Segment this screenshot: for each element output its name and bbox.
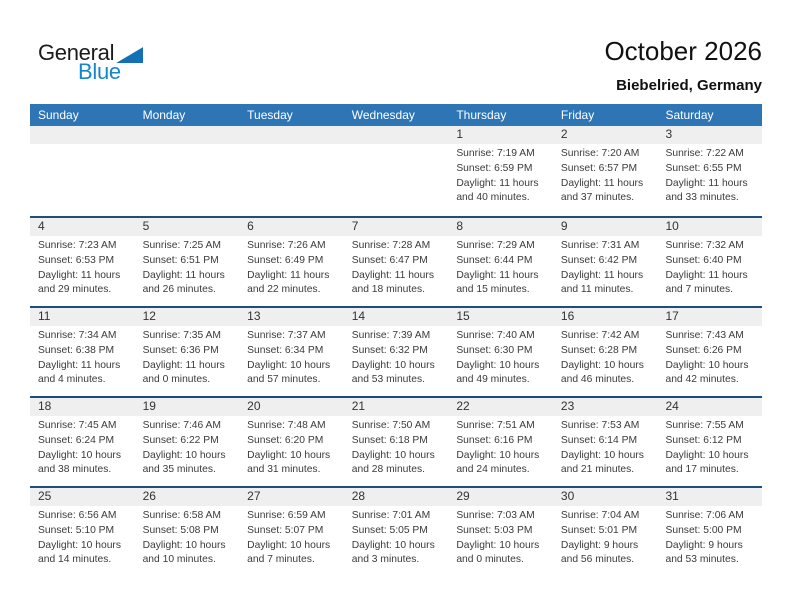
daylight-text-line1: Daylight: 10 hours [351, 449, 435, 461]
sunset-text: Sunset: 6:42 PM [560, 254, 638, 266]
day-details [135, 144, 240, 147]
day-number [344, 126, 449, 144]
day-details [657, 326, 762, 388]
sunrise-text: Sunrise: 7:43 AM [665, 330, 744, 341]
daylight-text-line2: and 56 minutes. [560, 554, 635, 566]
day-details [553, 236, 658, 298]
day-details [344, 144, 449, 147]
sunset-text: Sunset: 6:28 PM [560, 344, 638, 356]
day-cell [553, 308, 658, 396]
day-cell [657, 126, 762, 216]
daylight-text-line1: Daylight: 10 hours [38, 449, 121, 461]
sunset-text: Sunset: 6:32 PM [351, 344, 428, 356]
sunset-text: Sunset: 6:18 PM [351, 434, 428, 446]
daylight-text-line2: and 35 minutes. [142, 464, 216, 476]
daylight-text-line2: and 21 minutes. [560, 464, 635, 476]
day-number: 13 [239, 308, 344, 326]
day-cell [553, 218, 658, 306]
sunrise-text: Sunrise: 7:31 AM [560, 240, 640, 251]
daylight-text-line1: Daylight: 11 hours [247, 269, 330, 281]
day-number: 11 [30, 308, 135, 326]
sunrise-text: Sunrise: 7:32 AM [665, 240, 744, 251]
sunset-text: Sunset: 5:01 PM [560, 524, 638, 536]
day-cell [448, 308, 553, 396]
day-number: 3 [657, 126, 762, 144]
day-details [344, 326, 449, 388]
sunset-text: Sunset: 6:34 PM [247, 344, 324, 356]
day-cell [30, 308, 135, 396]
day-cell [135, 308, 240, 396]
weekday-monday: Monday [142, 108, 186, 122]
daylight-text-line1: Daylight: 10 hours [247, 449, 331, 461]
day-details [344, 416, 449, 478]
day-number: 30 [553, 488, 658, 506]
daylight-text-line2: and 53 minutes. [351, 374, 426, 386]
day-details [135, 416, 240, 478]
sunrise-text: Sunrise: 7:28 AM [351, 240, 431, 251]
daylight-text-line2: and 40 minutes. [456, 192, 530, 204]
sunrise-text: Sunrise: 7:25 AM [142, 240, 221, 251]
day-cell [448, 488, 553, 576]
week-row [30, 486, 762, 576]
sunset-text: Sunset: 6:26 PM [665, 344, 742, 356]
sunset-text: Sunset: 6:53 PM [38, 254, 115, 266]
logo-text-general: General [38, 40, 115, 65]
weekday-tuesday: Tuesday [247, 108, 293, 122]
sunset-text: Sunset: 6:36 PM [142, 344, 219, 356]
day-cell [344, 398, 449, 486]
day-details [30, 144, 135, 147]
week-row [30, 306, 762, 396]
page-title: October 2026 [604, 36, 762, 66]
daylight-text-line1: Daylight: 10 hours [38, 539, 121, 551]
sunset-text: Sunset: 5:07 PM [247, 524, 324, 536]
sunset-text: Sunset: 6:24 PM [38, 434, 115, 446]
daylight-text-line2: and 49 minutes. [456, 374, 530, 386]
day-details [30, 236, 135, 298]
day-number: 7 [344, 218, 449, 236]
sunset-text: Sunset: 6:59 PM [456, 162, 533, 174]
sunrise-text: Sunrise: 7:01 AM [351, 510, 431, 521]
day-cell [448, 218, 553, 306]
week-row [30, 126, 762, 216]
daylight-text-line2: and 0 minutes. [142, 374, 211, 386]
day-number [239, 126, 344, 144]
day-details [448, 144, 553, 206]
sunrise-text: Sunrise: 7:46 AM [142, 420, 221, 431]
day-number [30, 126, 135, 144]
day-details [30, 326, 135, 388]
sunset-text: Sunset: 6:57 PM [560, 162, 638, 174]
daylight-text-line1: Daylight: 11 hours [665, 269, 748, 281]
day-number: 27 [239, 488, 344, 506]
calendar-weeks [30, 126, 762, 576]
day-details [239, 236, 344, 298]
daylight-text-line2: and 26 minutes. [142, 284, 216, 296]
sunrise-text: Sunrise: 7:34 AM [38, 330, 117, 341]
daylight-text-line1: Daylight: 11 hours [38, 269, 121, 281]
week-row [30, 216, 762, 306]
daylight-text-line1: Daylight: 10 hours [247, 359, 331, 371]
sunset-text: Sunset: 6:55 PM [665, 162, 742, 174]
daylight-text-line1: Daylight: 10 hours [247, 539, 331, 551]
day-cell [239, 398, 344, 486]
day-details [657, 416, 762, 478]
sunrise-text: Sunrise: 7:48 AM [247, 420, 326, 431]
week-row [30, 396, 762, 486]
daylight-text-line2: and 38 minutes. [38, 464, 112, 476]
sunrise-text: Sunrise: 7:53 AM [560, 420, 640, 431]
daylight-text-line1: Daylight: 11 hours [560, 269, 644, 281]
daylight-text-line2: and 14 minutes. [38, 554, 112, 566]
logo-triangle-icon [116, 47, 143, 63]
daylight-text-line2: and 15 minutes. [456, 284, 530, 296]
daylight-text-line2: and 7 minutes. [665, 284, 734, 296]
sunset-text: Sunset: 6:12 PM [665, 434, 742, 446]
day-details [135, 506, 240, 568]
day-details [553, 506, 658, 568]
day-number: 14 [344, 308, 449, 326]
logo-text-blue: Blue [78, 59, 121, 84]
day-number: 28 [344, 488, 449, 506]
day-details [239, 506, 344, 568]
sunrise-text: Sunrise: 7:23 AM [38, 240, 117, 251]
day-number: 31 [657, 488, 762, 506]
weekday-sunday: Sunday [38, 108, 79, 122]
day-details [239, 144, 344, 147]
daylight-text-line2: and 7 minutes. [247, 554, 315, 566]
daylight-text-line2: and 17 minutes. [665, 464, 739, 476]
sunset-text: Sunset: 6:38 PM [38, 344, 115, 356]
day-details [30, 506, 135, 568]
sunset-text: Sunset: 5:00 PM [665, 524, 742, 536]
day-number: 29 [448, 488, 553, 506]
daylight-text-line1: Daylight: 11 hours [560, 177, 644, 189]
day-cell [30, 398, 135, 486]
day-cell [30, 218, 135, 306]
sunrise-text: Sunrise: 7:42 AM [560, 330, 640, 341]
general-blue-logo [38, 40, 143, 85]
daylight-text-line2: and 10 minutes. [142, 554, 216, 566]
day-details [30, 416, 135, 478]
daylight-text-line1: Daylight: 10 hours [560, 449, 644, 461]
day-details [239, 416, 344, 478]
sunrise-text: Sunrise: 6:58 AM [142, 510, 221, 521]
sunset-text: Sunset: 6:30 PM [456, 344, 533, 356]
sunset-text: Sunset: 6:51 PM [142, 254, 219, 266]
daylight-text-line2: and 11 minutes. [560, 284, 634, 296]
sunrise-text: Sunrise: 7:04 AM [560, 510, 640, 521]
sunrise-text: Sunrise: 6:56 AM [38, 510, 117, 521]
day-number: 25 [30, 488, 135, 506]
sunset-text: Sunset: 6:16 PM [456, 434, 533, 446]
sunset-text: Sunset: 5:10 PM [38, 524, 115, 536]
day-details [553, 326, 658, 388]
day-cell [448, 398, 553, 486]
daylight-text-line1: Daylight: 10 hours [665, 359, 749, 371]
day-details [344, 236, 449, 298]
daylight-text-line2: and 57 minutes. [247, 374, 321, 386]
day-number: 10 [657, 218, 762, 236]
day-cell [30, 488, 135, 576]
daylight-text-line1: Daylight: 11 hours [456, 177, 539, 189]
sunset-text: Sunset: 5:08 PM [142, 524, 219, 536]
sunset-text: Sunset: 6:49 PM [247, 254, 324, 266]
day-cell [239, 218, 344, 306]
daylight-text-line1: Daylight: 10 hours [456, 449, 540, 461]
empty-day-cell [239, 126, 344, 216]
sunrise-text: Sunrise: 7:03 AM [456, 510, 535, 521]
sunset-text: Sunset: 6:47 PM [351, 254, 428, 266]
daylight-text-line2: and 46 minutes. [560, 374, 635, 386]
day-cell [657, 218, 762, 306]
day-details [553, 144, 658, 206]
day-cell [135, 488, 240, 576]
sunrise-text: Sunrise: 7:26 AM [247, 240, 326, 251]
sunrise-text: Sunrise: 7:37 AM [247, 330, 326, 341]
sunrise-text: Sunrise: 7:06 AM [665, 510, 744, 521]
day-cell [239, 488, 344, 576]
sunrise-text: Sunrise: 7:20 AM [560, 148, 640, 159]
day-number: 6 [239, 218, 344, 236]
day-number: 22 [448, 398, 553, 416]
sunrise-text: Sunrise: 7:29 AM [456, 240, 535, 251]
sunrise-text: Sunrise: 7:39 AM [351, 330, 431, 341]
sunset-text: Sunset: 6:40 PM [665, 254, 742, 266]
daylight-text-line1: Daylight: 9 hours [560, 539, 639, 551]
calendar-table [30, 104, 762, 576]
daylight-text-line2: and 53 minutes. [665, 554, 739, 566]
day-cell [344, 218, 449, 306]
daylight-text-line1: Daylight: 10 hours [456, 539, 540, 551]
weekday-wednesday: Wednesday [351, 108, 415, 122]
weekday-saturday: Saturday [665, 108, 714, 122]
sunset-text: Sunset: 5:03 PM [456, 524, 533, 536]
day-number: 20 [239, 398, 344, 416]
empty-day-cell [344, 126, 449, 216]
day-details [448, 416, 553, 478]
day-number: 24 [657, 398, 762, 416]
daylight-text-line1: Daylight: 10 hours [142, 449, 226, 461]
day-number: 4 [30, 218, 135, 236]
sunset-text: Sunset: 6:22 PM [142, 434, 219, 446]
day-cell [135, 398, 240, 486]
daylight-text-line2: and 29 minutes. [38, 284, 112, 296]
sunrise-text: Sunrise: 7:55 AM [665, 420, 744, 431]
daylight-text-line1: Daylight: 10 hours [456, 359, 540, 371]
day-number: 15 [448, 308, 553, 326]
day-details [344, 506, 449, 568]
day-cell [553, 398, 658, 486]
day-details [448, 236, 553, 298]
day-details [657, 506, 762, 568]
day-cell [239, 308, 344, 396]
day-number: 5 [135, 218, 240, 236]
sunrise-text: Sunrise: 6:59 AM [247, 510, 326, 521]
weekday-header-row [30, 104, 762, 126]
day-number: 2 [553, 126, 658, 144]
daylight-text-line2: and 18 minutes. [351, 284, 426, 296]
daylight-text-line1: Daylight: 10 hours [351, 359, 435, 371]
day-details [553, 416, 658, 478]
day-details [657, 236, 762, 298]
daylight-text-line2: and 42 minutes. [665, 374, 739, 386]
day-number: 26 [135, 488, 240, 506]
weekday-thursday: Thursday [456, 108, 507, 122]
day-number: 17 [657, 308, 762, 326]
sunset-text: Sunset: 6:14 PM [560, 434, 638, 446]
title-block [604, 36, 762, 94]
daylight-text-line2: and 22 minutes. [247, 284, 321, 296]
day-details [657, 144, 762, 206]
daylight-text-line1: Daylight: 9 hours [665, 539, 743, 551]
sunrise-text: Sunrise: 7:19 AM [456, 148, 535, 159]
empty-day-cell [135, 126, 240, 216]
daylight-text-line1: Daylight: 10 hours [560, 359, 644, 371]
day-details [135, 236, 240, 298]
sunset-text: Sunset: 5:05 PM [351, 524, 428, 536]
daylight-text-line1: Daylight: 11 hours [142, 269, 225, 281]
sunrise-text: Sunrise: 7:51 AM [456, 420, 535, 431]
sunrise-text: Sunrise: 7:22 AM [665, 148, 744, 159]
day-cell [135, 218, 240, 306]
daylight-text-line1: Daylight: 10 hours [351, 539, 435, 551]
day-number: 8 [448, 218, 553, 236]
day-cell [657, 308, 762, 396]
day-details [135, 326, 240, 388]
daylight-text-line2: and 3 minutes. [351, 554, 420, 566]
daylight-text-line2: and 24 minutes. [456, 464, 530, 476]
day-cell [657, 398, 762, 486]
day-number: 23 [553, 398, 658, 416]
day-cell [553, 126, 658, 216]
daylight-text-line1: Daylight: 11 hours [665, 177, 748, 189]
location-subtitle: Biebelried, Germany [616, 77, 762, 94]
sunrise-text: Sunrise: 7:50 AM [351, 420, 431, 431]
sunset-text: Sunset: 6:20 PM [247, 434, 324, 446]
daylight-text-line2: and 31 minutes. [247, 464, 321, 476]
day-number: 9 [553, 218, 658, 236]
daylight-text-line1: Daylight: 11 hours [456, 269, 539, 281]
daylight-text-line1: Daylight: 11 hours [38, 359, 121, 371]
day-cell [344, 308, 449, 396]
sunrise-text: Sunrise: 7:35 AM [142, 330, 221, 341]
day-number: 1 [448, 126, 553, 144]
daylight-text-line2: and 37 minutes. [560, 192, 635, 204]
day-cell [344, 488, 449, 576]
sunset-text: Sunset: 6:44 PM [456, 254, 533, 266]
day-details [239, 326, 344, 388]
daylight-text-line2: and 0 minutes. [456, 554, 524, 566]
weekday-friday: Friday [560, 108, 595, 122]
day-number: 18 [30, 398, 135, 416]
day-number: 12 [135, 308, 240, 326]
day-number: 19 [135, 398, 240, 416]
day-number: 21 [344, 398, 449, 416]
day-cell [553, 488, 658, 576]
day-cell [657, 488, 762, 576]
daylight-text-line1: Daylight: 10 hours [665, 449, 749, 461]
daylight-text-line2: and 33 minutes. [665, 192, 739, 204]
empty-day-cell [30, 126, 135, 216]
sunrise-text: Sunrise: 7:45 AM [38, 420, 117, 431]
day-details [448, 506, 553, 568]
day-number [135, 126, 240, 144]
day-cell [448, 126, 553, 216]
daylight-text-line1: Daylight: 10 hours [142, 539, 226, 551]
sunrise-text: Sunrise: 7:40 AM [456, 330, 535, 341]
daylight-text-line2: and 28 minutes. [351, 464, 426, 476]
daylight-text-line1: Daylight: 11 hours [351, 269, 434, 281]
daylight-text-line2: and 4 minutes. [38, 374, 106, 386]
day-number: 16 [553, 308, 658, 326]
daylight-text-line1: Daylight: 11 hours [142, 359, 225, 371]
day-details [448, 326, 553, 388]
